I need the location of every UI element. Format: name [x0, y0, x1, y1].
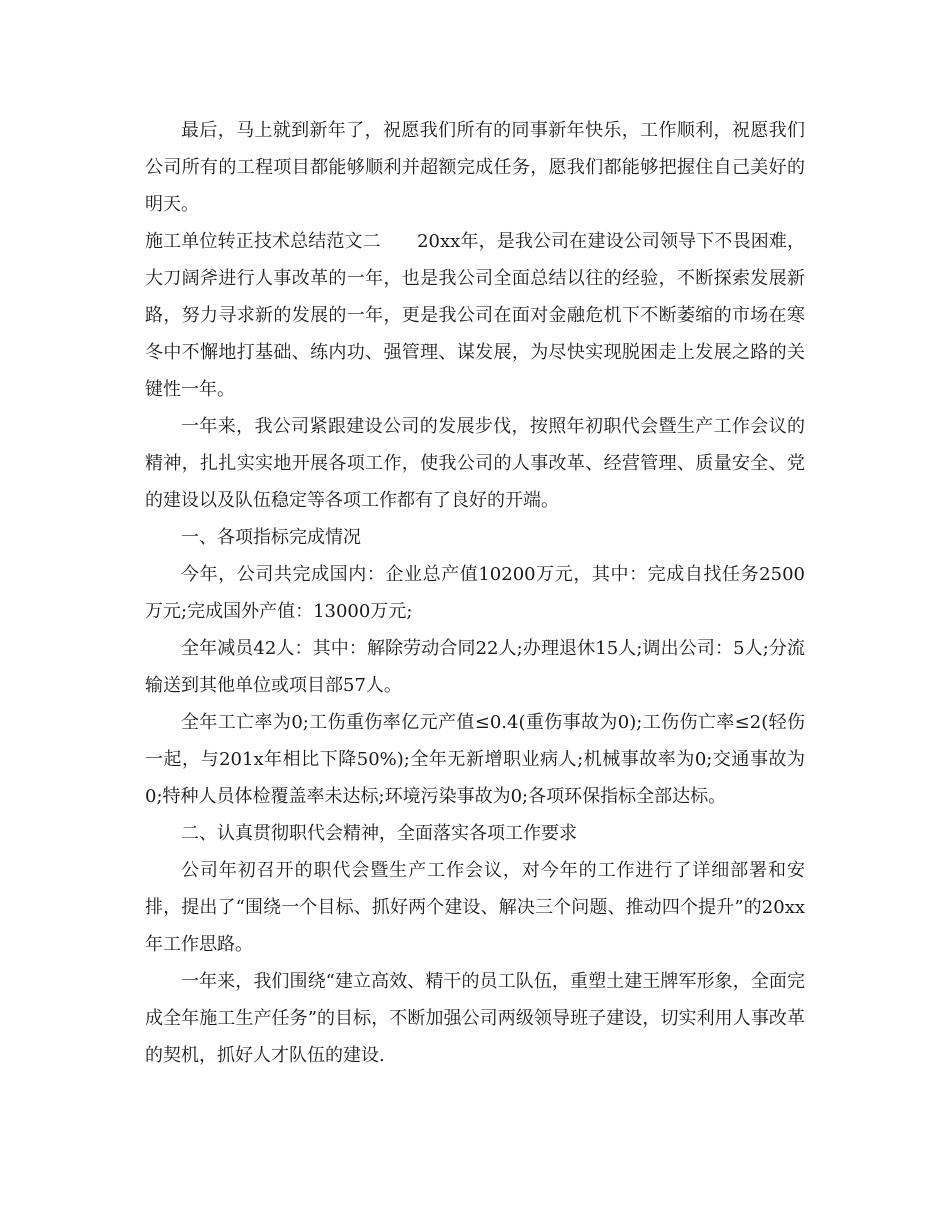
- document-body: [145, 112, 805, 1074]
- paragraph-team-building: 一年来，我们围绕“建立高效、精干的员工队伍，重塑土建王牌军形象，全面完成全年施工生产任务”的目标，不断加强公司两级领导班子建设，切实利用人事改革的契机，抓好人才队伍的建设.: [145, 971, 805, 1066]
- heading-indicators: 一、各项指标完成情况: [181, 527, 361, 548]
- paragraph-safety-rates: 全年工亡率为0;工伤重伤率亿元产值≤0.4(重伤事故为0);工伤伤亡率≤2(轻伤一起，与201x年相比下降50%);全年无新增职业病人;机械事故率为0;交通事故为0;特种人员体检覆盖率未达标;环境污染事故为0;各项环保指标全部达标。: [145, 712, 805, 807]
- paragraph-closing-wishes: 最后，马上就到新年了，祝愿我们所有的同事新年快乐，工作顺利，祝愿我们公司所有的工程项目都能够顺利并超额完成任务，愿我们都能够把握住自己美好的明天。: [145, 120, 805, 215]
- paragraph-year-review: 一年来，我公司紧跟建设公司的发展步伐，按照年初职代会暨生产工作会议的精神，扎扎实实地开展各项工作，使我公司的人事改革、经营管理、质量安全、党的建设以及队伍稳定等各项工作都有了良好的开端。: [145, 416, 805, 511]
- paragraph-work-plan: 公司年初召开的职代会暨生产工作会议，对今年的工作进行了详细部署和安排，提出了“围绕一个目标、抓好两个建设、解决三个问题、推动四个提升”的20xx年工作思路。: [145, 860, 805, 955]
- paragraph-staff-reduction: 全年减员42人：其中：解除劳动合同22人;办理退休15人;调出公司：5人;分流输送到其他单位或项目部57人。: [145, 638, 805, 696]
- paragraph-output-value: 今年，公司共完成国内：企业总产值10200万元，其中：完成自找任务2500万元;完成国外产值：13000万元;: [145, 564, 805, 622]
- heading-implementation: 二、认真贯彻职代会精神，全面落实各项工作要求: [181, 823, 577, 844]
- paragraph-section-two-intro: 施工单位转正技术总结范文二 20xx年，是我公司在建设公司领导下不畏困难，大刀阔斧进行人事改革的一年，也是我公司全面总结以往的经验，不断探索发展新路，努力寻求新的发展的一年，更是我公司在面对金融危机下不断萎缩的市场在寒冬中不懈地打基础、练内功、强管理、谋发展，为尽快实现脱困走上发展之路的关键性一年。: [145, 231, 805, 400]
